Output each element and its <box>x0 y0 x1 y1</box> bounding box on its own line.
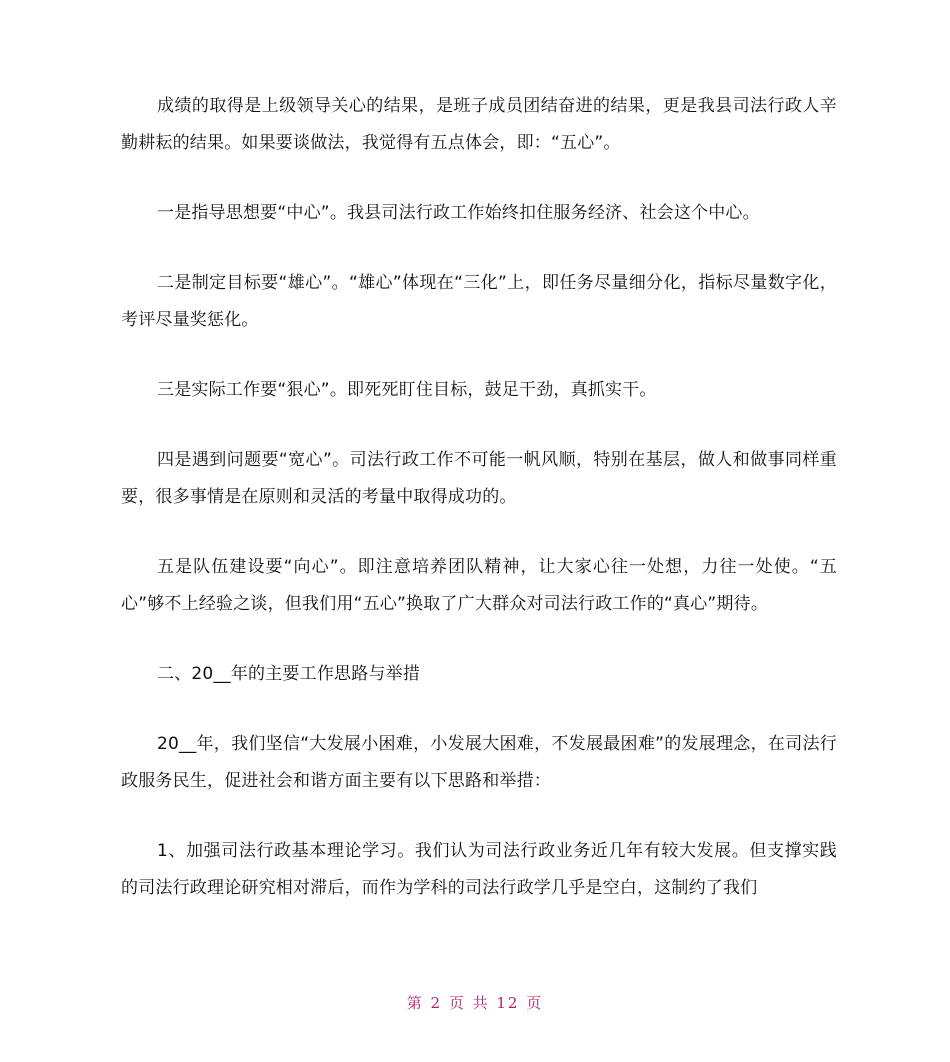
paragraph-point-four: 四是遇到问题要“宽心”。司法行政工作不可能一帆风顺，特别在基层，做人和做事同样重要，很多事情是在原则和灵活的考量中取得成功的。 <box>121 450 837 507</box>
document-body <box>121 88 837 940</box>
page-number-footer: 第 2 页 共 12 页 <box>406 994 544 1012</box>
paragraph-point-five: 五是队伍建设要“向心”。即注意培养团队精神，让大家心往一处想，力往一处使。“五心”够不上经验之谈，但我们用“五心”换取了广大群众对司法行政工作的“真心”期待。 <box>121 557 837 614</box>
paragraph-summary: 成绩的取得是上级领导关心的结果，是班子成员团结奋进的结果，更是我县司法行政人辛勤耕耘的结果。如果要谈做法，我觉得有五点体会，即：“五心”。 <box>121 96 837 153</box>
paragraph-point-one: 一是指导思想要“中心”。我县司法行政工作始终扣住服务经济、社会这个中心。 <box>157 203 760 223</box>
paragraph-measure-one: 1、加强司法行政基本理论学习。我们认为司法行政业务近几年有较大发展。但支撑实践的司法行政理论研究相对滞后，而作为学科的司法行政学几乎是空白，这制约了我们 <box>121 841 837 898</box>
section-heading: 二、20__年的主要工作思路与举措 <box>157 664 421 684</box>
paragraph-plan-intro: 20__年，我们坚信“大发展小困难，小发展大困难，不发展最困难”的发展理念，在司法行政服务民生，促进社会和谐方面主要有以下思路和举措： <box>121 734 837 791</box>
paragraph-point-three: 三是实际工作要“狠心”。即死死盯住目标，鼓足干劲，真抓实干。 <box>157 380 657 400</box>
paragraph-point-two: 二是制定目标要“雄心”。“雄心”体现在“三化”上，即任务尽量细分化，指标尽量数字化，考评尽量奖惩化。 <box>121 273 837 330</box>
